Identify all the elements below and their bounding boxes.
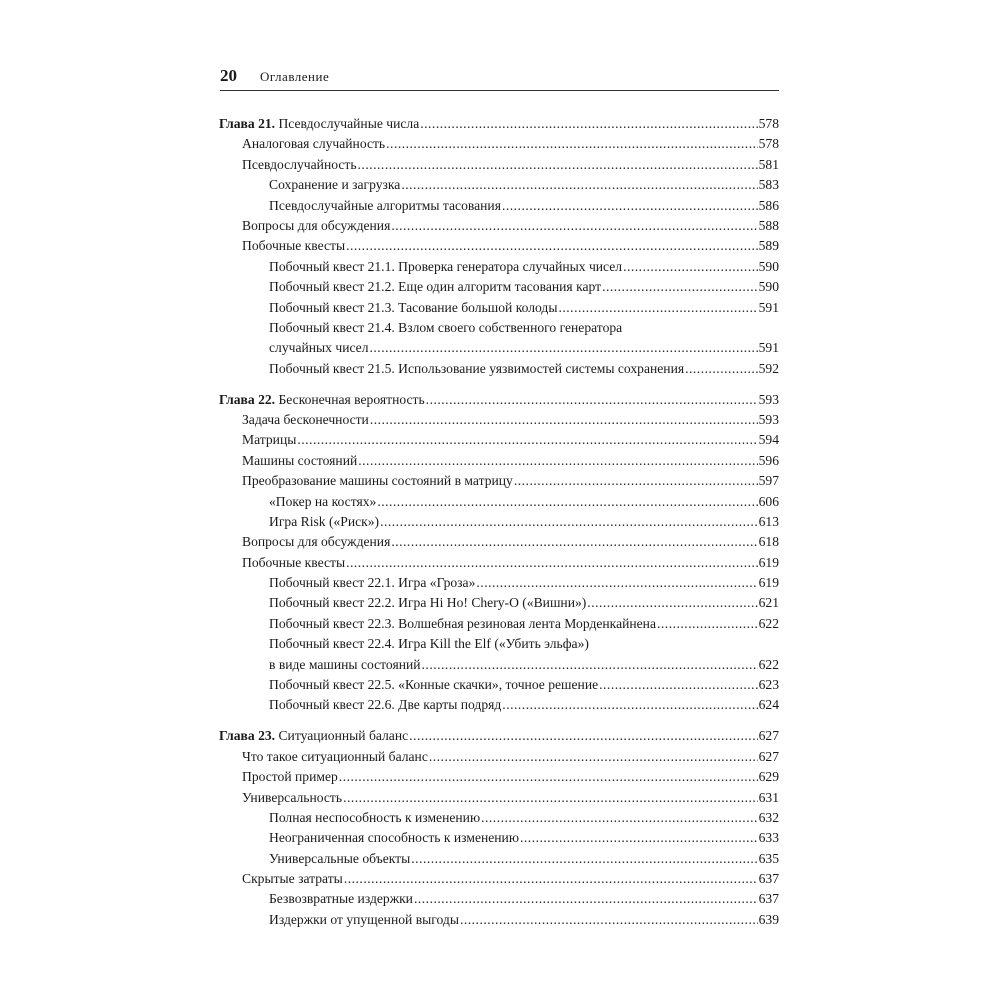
- toc-subentry[interactable]: [219, 257, 779, 277]
- toc-subentry[interactable]: [219, 359, 779, 379]
- leader-dots: [420, 114, 757, 134]
- page-ref: 627: [758, 748, 779, 764]
- section-title: Оглавление: [260, 69, 330, 84]
- leader-dots: [587, 593, 757, 613]
- leader-dots: [476, 573, 757, 593]
- entry-title: Преобразование машины состояний в матрицу: [242, 473, 513, 489]
- page-ref: 590: [758, 258, 779, 274]
- chapter-21: [219, 114, 779, 379]
- entry-title: «Покер на костях»: [269, 493, 377, 509]
- page-ref: 613: [758, 513, 779, 529]
- running-header: [220, 62, 779, 91]
- leader-dots: [401, 175, 757, 195]
- page-ref: 594: [758, 432, 779, 448]
- leader-dots: [346, 553, 758, 573]
- toc-entry[interactable]: [219, 532, 779, 552]
- toc-subentry[interactable]: [219, 298, 779, 318]
- entry-title: Побочный квест 21.3. Тасование большой колоды: [269, 299, 558, 315]
- toc-subentry[interactable]: [219, 492, 779, 512]
- page-ref: 596: [758, 452, 779, 468]
- toc-subentry[interactable]: [219, 593, 779, 613]
- entry-title: Побочный квест 22.5. «Конные скачки», точное решение: [269, 677, 599, 693]
- entry-title: Полная неспособность к изменению: [269, 809, 481, 825]
- page-ref: 578: [758, 136, 779, 152]
- entry-title: Скрытые затраты: [242, 871, 343, 887]
- toc-entry[interactable]: [219, 430, 779, 450]
- page-ref: 619: [758, 575, 779, 591]
- toc-subentry[interactable]: [219, 808, 779, 828]
- page-ref: 622: [758, 615, 779, 631]
- toc-subentry[interactable]: [219, 175, 779, 195]
- entry-title: Безвозвратные издержки: [269, 891, 413, 907]
- toc-entry[interactable]: [219, 134, 779, 154]
- toc-subentry[interactable]: [219, 675, 779, 695]
- leader-dots: [481, 808, 758, 828]
- page-ref: 619: [758, 554, 779, 570]
- leader-dots: [391, 216, 757, 236]
- page-ref: 623: [758, 677, 779, 693]
- entry-title: Псевдослучайность: [242, 156, 357, 172]
- page-ref: 581: [758, 156, 779, 172]
- page-ref: 597: [758, 473, 779, 489]
- chapter-heading[interactable]: [219, 726, 779, 746]
- leader-dots: [623, 257, 758, 277]
- toc-entry[interactable]: [219, 471, 779, 491]
- entry-title: случайных чисел: [269, 340, 369, 356]
- page-ref: 589: [758, 238, 779, 254]
- leader-dots: [460, 910, 758, 930]
- entry-title: Сохранение и загрузка: [269, 177, 401, 193]
- leader-dots: [429, 747, 758, 767]
- leader-dots: [343, 788, 758, 808]
- entry-title: Псевдослучайные алгоритмы тасования: [269, 197, 501, 213]
- entry-title: Побочный квест 22.6. Две карты подряд: [269, 697, 502, 713]
- leader-dots: [514, 471, 758, 491]
- entry-title: Побочный квест 21.5. Использование уязвимостей системы сохранения: [269, 360, 685, 376]
- page-ref: 590: [758, 279, 779, 295]
- entry-title: Универсальные объекты: [269, 850, 411, 866]
- chapter-22: [219, 390, 779, 716]
- toc-entry[interactable]: [219, 767, 779, 787]
- entry-title: Что такое ситуационный баланс: [242, 748, 428, 764]
- entry-title: Побочные квесты: [242, 238, 346, 254]
- entry-title: Игра Risk («Риск»): [269, 513, 380, 529]
- entry-title: Побочные квесты: [242, 554, 346, 570]
- toc-subentry[interactable]: [219, 277, 779, 297]
- page-ref: 618: [758, 534, 779, 550]
- page-ref: 629: [758, 769, 779, 785]
- page-ref: 588: [758, 217, 779, 233]
- entry-title: Побочный квест 22.3. Волшебная резиновая лента Морденкайнена: [269, 615, 656, 631]
- leader-dots: [599, 675, 757, 695]
- entry-title: Побочный квест 21.2. Еще один алгоритм тасования карт: [269, 279, 602, 295]
- leader-dots: [358, 451, 757, 471]
- entry-title: Матрицы: [242, 432, 297, 448]
- toc-subentry-first-line[interactable]: Побочный квест 22.4. Игра Kill the Elf («Убить эльфа»): [269, 636, 589, 652]
- chapter-heading[interactable]: [219, 390, 779, 410]
- leader-dots: [558, 298, 757, 318]
- leader-dots: [426, 390, 758, 410]
- leader-dots: [339, 767, 758, 787]
- leader-dots: [370, 410, 758, 430]
- leader-dots: [386, 134, 757, 154]
- toc-subentry[interactable]: [219, 573, 779, 593]
- chapter-label: Глава 22.: [219, 391, 276, 407]
- toc-subentry[interactable]: [219, 889, 779, 909]
- entry-title: в виде машины состояний: [269, 656, 421, 672]
- page-ref: 591: [758, 340, 779, 356]
- page-ref: 624: [758, 697, 779, 713]
- page-ref: 632: [758, 809, 779, 825]
- chapter-label: Глава 21.: [219, 116, 276, 131]
- page-ref: 639: [758, 911, 779, 927]
- leader-dots: [657, 614, 758, 634]
- toc-subentry[interactable]: [219, 614, 779, 634]
- entry-title: Задача бесконечности: [242, 411, 369, 427]
- entry-title: Аналоговая случайность: [242, 136, 386, 152]
- toc-entry[interactable]: [219, 451, 779, 471]
- page-ref: 586: [758, 197, 779, 213]
- entry-title: Издержки от упущенной выгоды: [269, 911, 459, 927]
- entry-title: Вопросы для обсуждения: [242, 534, 391, 550]
- leader-dots: [422, 655, 758, 675]
- leader-dots: [344, 869, 758, 889]
- entry-title: Универсальность: [242, 789, 343, 805]
- entry-title: Вопросы для обсуждения: [242, 217, 391, 233]
- entry-title: Побочный квест 22.1. Игра «Гроза»: [269, 575, 476, 591]
- leader-dots: [297, 430, 757, 450]
- page-ref: 578: [758, 116, 779, 131]
- toc-entry[interactable]: [219, 236, 779, 256]
- chapter-title: Псевдослучайные числа: [278, 116, 420, 131]
- toc-subentry-first-line[interactable]: Побочный квест 21.4. Взлом своего собственного генератора: [269, 319, 623, 335]
- toc-entry[interactable]: [219, 553, 779, 573]
- entry-title: Машины состояний: [242, 452, 358, 468]
- toc-entry[interactable]: [219, 747, 779, 767]
- leader-dots: [391, 532, 757, 552]
- page-ref: 635: [758, 850, 779, 866]
- page-ref: 592: [758, 360, 779, 376]
- entry-title: Неограниченная способность к изменению: [269, 830, 519, 846]
- page-ref: 583: [758, 177, 779, 193]
- page-ref: 622: [758, 656, 779, 672]
- page-ref: 591: [758, 299, 779, 315]
- toc-entry[interactable]: [219, 410, 779, 430]
- page-ref: 621: [758, 595, 779, 611]
- toc-subentry[interactable]: [219, 828, 779, 848]
- toc-entry[interactable]: [219, 155, 779, 175]
- page-ref: 637: [758, 871, 779, 887]
- page-ref: 633: [758, 830, 779, 846]
- page-ref: 627: [758, 728, 779, 744]
- leader-dots: [520, 828, 758, 848]
- leader-dots: [346, 236, 758, 256]
- toc-subentry[interactable]: [219, 196, 779, 216]
- page-ref: 637: [758, 891, 779, 907]
- page-ref: 593: [758, 411, 779, 427]
- leader-dots: [411, 849, 757, 869]
- leader-dots: [685, 359, 758, 379]
- table-of-contents: [219, 114, 779, 941]
- toc-subentry[interactable]: [219, 910, 779, 930]
- page-ref: 593: [758, 391, 779, 407]
- leader-dots: [409, 726, 757, 746]
- chapter-label: Глава 23.: [219, 728, 276, 744]
- leader-dots: [502, 695, 757, 715]
- leader-dots: [602, 277, 758, 297]
- leader-dots: [370, 338, 758, 358]
- leader-dots: [358, 155, 758, 175]
- leader-dots: [414, 889, 758, 909]
- toc-subentry[interactable]: [219, 849, 779, 869]
- entry-title: Простой пример: [242, 769, 338, 785]
- entry-title: Побочный квест 21.1. Проверка генератора случайных чисел: [269, 258, 623, 274]
- toc-entry[interactable]: [219, 788, 779, 808]
- page-ref: 606: [758, 493, 779, 509]
- leader-dots: [502, 196, 758, 216]
- chapter-title: Бесконечная вероятность: [278, 391, 425, 407]
- toc-subentry[interactable]: [219, 338, 779, 358]
- chapter-23: [219, 726, 779, 930]
- entry-title: Побочный квест 22.2. Игра Hi Ho! Chery-O («Вишни»): [269, 595, 587, 611]
- toc-subentry[interactable]: [219, 512, 779, 532]
- toc-entry[interactable]: [219, 216, 779, 236]
- page-ref: 631: [758, 789, 779, 805]
- chapter-heading[interactable]: [219, 114, 779, 134]
- toc-subentry[interactable]: [219, 655, 779, 675]
- page-number: 20: [220, 66, 237, 85]
- leader-dots: [380, 512, 758, 532]
- leader-dots: [377, 492, 757, 512]
- toc-subentry[interactable]: [219, 695, 779, 715]
- chapter-title: Ситуационный баланс: [278, 728, 409, 744]
- toc-entry[interactable]: [219, 869, 779, 889]
